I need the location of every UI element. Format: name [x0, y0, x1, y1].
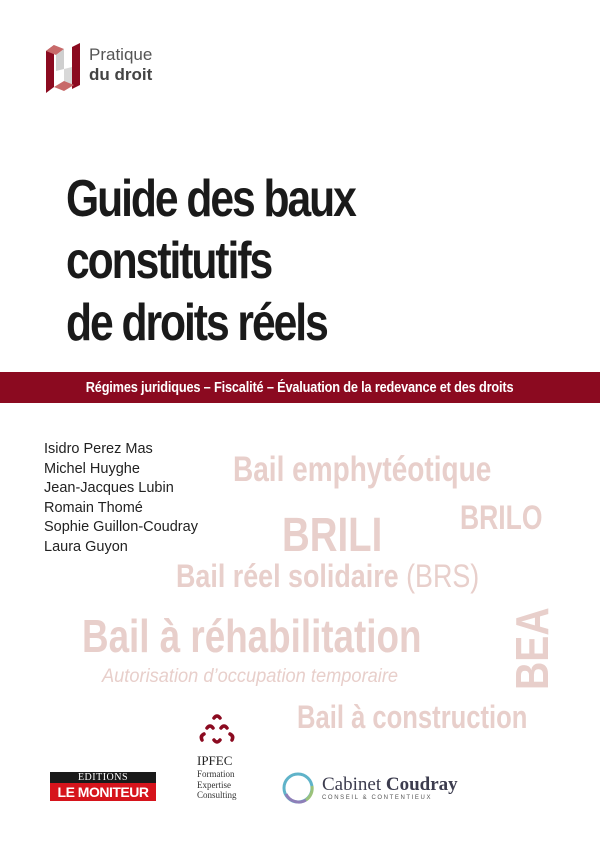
subtitle: Régimes juridiques – Fiscalité – Évaluation de la redevance et des droits — [86, 379, 514, 396]
title-line1: Guide des baux — [66, 170, 355, 228]
keyword-brs — [176, 558, 479, 595]
coudray-name-bold: Coudray — [385, 774, 458, 795]
title-line2: constitutifs — [66, 232, 272, 290]
keyword-bea: BEA — [506, 607, 558, 690]
keyword-brilo: BRILO — [460, 499, 543, 537]
author: Isidro Perez Mas — [44, 441, 153, 457]
author: Romain Thomé — [44, 499, 143, 516]
ipfec-logo — [197, 712, 257, 801]
authors-list — [44, 440, 198, 557]
coudray-tagline: CONSEIL & CONTENTIEUX — [322, 795, 433, 801]
author: Michel Huyghe — [44, 460, 140, 477]
cabinet-coudray-logo — [280, 770, 458, 806]
author: Jean-Jacques Lubin — [44, 480, 174, 496]
moniteur-bottom: LE MONITEUR — [50, 783, 156, 801]
le-moniteur-logo — [50, 772, 156, 801]
keyword-brili: BRILI — [282, 509, 383, 562]
pratique-du-droit-logo-icon — [44, 41, 84, 93]
coudray-name — [322, 775, 458, 795]
ipfec-line: Expertise — [197, 779, 231, 790]
author: Laura Guyon — [44, 538, 128, 555]
keyword-aot: Autorisation d’occupation temporaire — [102, 666, 399, 687]
title-line3: de droits réels — [66, 294, 327, 352]
ipfec-line: Consulting — [197, 790, 237, 800]
ipfec-name: IPFEC — [197, 753, 233, 768]
series-name — [89, 45, 152, 85]
keyword-brs-light: (BRS) — [398, 558, 480, 594]
author: Sophie Guillon-Coudray — [44, 519, 198, 535]
series-line2: du droit — [89, 65, 153, 84]
moniteur-top: EDITIONS — [50, 772, 156, 783]
ipfec-line: Formation — [197, 769, 235, 779]
keyword-bail-construction: Bail à construction — [297, 699, 528, 735]
subtitle-band — [0, 372, 600, 403]
keyword-bail-rehabilitation: Bail à réhabilitation — [82, 610, 422, 662]
keyword-bail-emphyteotique: Bail emphytéotique — [233, 450, 492, 489]
book-title — [66, 168, 355, 354]
ipfec-mark-icon — [197, 712, 237, 746]
keyword-brs-bold: Bail réel solidaire — [176, 558, 399, 594]
coudray-ring-icon — [280, 770, 316, 806]
series-line1: Pratique — [89, 45, 153, 64]
coudray-name-light: Cabinet — [322, 774, 386, 795]
